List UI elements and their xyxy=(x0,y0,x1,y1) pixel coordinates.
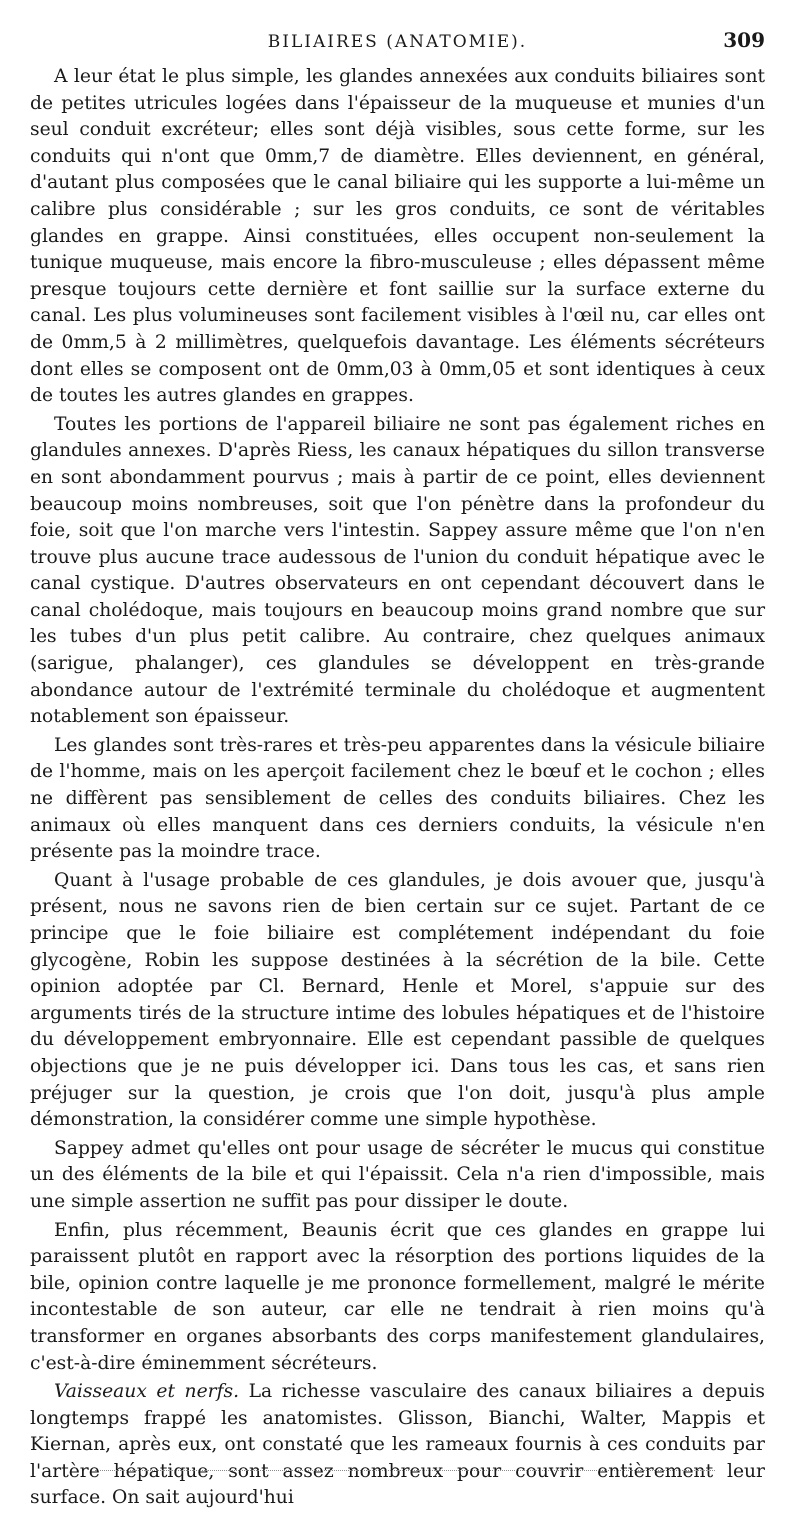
page-number: 309 xyxy=(723,28,765,52)
running-title: BILIAIRES (ANATOMIE). xyxy=(267,32,528,52)
paragraph-4: Quant à l'usage probable de ces glandules, je dois avouer que, jusqu'à présent, nous ne savons rien de bien certain sur ce sujet. Partant de ce principe que le foie biliaire est complétement indépendant du foie glycogène, Robin les suppose destinées à la sécrétion de la bile. Cette opinion adoptée par Cl. Bernard, Henle et Morel, s'appuie sur des arguments tirés de la structure intime des lobules hépatiques et de l'histoire du développement embryonnaire. Elle est cependant passible de quelques objections que je ne puis développer ici. Dans tous les cas, et sans rien préjuger sur la question, je crois que l'on doit, jusqu'à plus ample démonstration, la considérer comme une simple hypothèse. xyxy=(30,869,765,1131)
paragraph-6: Enfin, plus récemment, Beaunis écrit que ces glandes en grappe lui paraissent plutôt en rapport avec la résorption des portions liquides de la bile, opinion contre laquelle je me prononce formellement, malgré le mérite incontestable de son auteur, car elle ne tendrait à rien moins qu'à transformer en organes absorbants des corps manifestement glandulaires, c'est-à-dire éminemment sécréteurs. xyxy=(30,1219,765,1374)
section-text: La richesse vasculaire des canaux biliaires a depuis longtemps frappé les anatomistes. Glisson, Bianchi, Walter, Mappis et Kiernan, après eux, ont constaté que les rameaux fournis à ces conduits par l'artère hépatique, sont assez nombreux pour couvrir entièrement leur surface. On sait aujourd'hui xyxy=(30,1381,765,1509)
paragraph-2: Toutes les portions de l'appareil biliaire ne sont pas également riches en glandules annexes. D'après Riess, les canaux hépatiques du sillon transverse en sont abondamment pourvus ; mais à partir de ce point, elles deviennent beaucoup moins nombreuses, soit que l'on pénètre dans la profondeur du foie, soit que l'on marche vers l'intestin. Sappey assure même que l'on n'en trouve plus aucune trace audessous de l'union du conduit hépatique avec le canal cystique. D'autres observateurs en ont cependant découvert dans le canal cholédoque, mais toujours en beaucoup moins grand nombre que sur les tubes d'un plus petit calibre. Au contraire, chez quelques animaux (sarigue, phalanger), ces glandules se développent en très-grande abondance autour de l'extrémité terminale du cholédoque et augmentent notablement son épaisseur. xyxy=(30,413,765,728)
running-head xyxy=(30,28,765,58)
paragraph-3: Les glandes sont très-rares et très-peu apparentes dans la vésicule biliaire de l'homme, mais on les aperçoit facilement chez le bœuf et le cochon ; elles ne diffèrent pas sensiblement de celles des conduits biliaires. Chez les animaux où elles manquent dans ces derniers conduits, la vésicule n'en présente pas la moindre trace. xyxy=(30,734,765,863)
section-heading: Vaisseaux et nerfs. xyxy=(54,1381,240,1403)
paragraph-1: A leur état le plus simple, les glandes annexées aux conduits biliaires sont de petites utricules logées dans l'épaisseur de la muqueuse et munies d'un seul conduit excréteur; elles sont déjà visibles, sous cette forme, sur les conduits qui n'ont que 0mm,7 de diamètre. Elles deviennent, en général, d'autant plus composées que le canal biliaire qui les supporte a lui-même un calibre plus considérable ; sur les gros conduits, ce sont de véritables glandes en grappe. Ainsi constituées, elles occupent non-seulement la tunique muqueuse, mais encore la fibro-musculeuse ; elles dépassent même presque toujours cette dernière et font saillie sur la surface externe du canal. Les plus volumineuses sont facilement visibles à l'œil nu, car elles ont de 0mm,5 à 2 millimètres, quelquefois davantage. Les éléments sécréteurs dont elles se composent ont de 0mm,03 à 0mm,05 et sont identiques à ceux de toutes les autres glandes en grappes. xyxy=(30,66,765,407)
paragraph-5: Sappey admet qu'elles ont pour usage de sécréter le mucus qui constitue un des éléments de la bile et qui l'épaissit. Cela n'a rien d'impossible, mais une simple assertion ne suffit pas pour dissiper le doute. xyxy=(30,1137,765,1212)
section-paragraph xyxy=(30,1379,765,1512)
body-text xyxy=(30,64,765,1512)
bottom-rule xyxy=(95,1470,715,1471)
book-page xyxy=(30,28,765,1514)
